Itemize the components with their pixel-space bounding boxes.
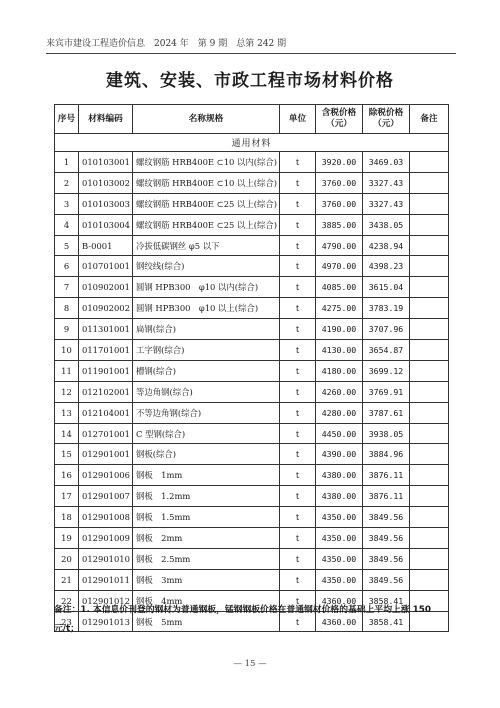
- material-code: 010103002: [79, 172, 133, 193]
- material-code: 012104001: [79, 402, 133, 423]
- col-header-remark: 备注: [410, 105, 449, 134]
- table-row: [55, 381, 449, 402]
- remark: [410, 319, 449, 340]
- col-header-code: 材料编码: [79, 105, 133, 134]
- unit: t: [280, 569, 316, 590]
- price-incl-tax: 4380.00: [316, 486, 363, 507]
- remark: [410, 277, 449, 298]
- unit: t: [280, 152, 316, 173]
- col-header-unit: 单位: [280, 105, 316, 134]
- row-number: 12: [55, 381, 79, 402]
- price-incl-tax: 4190.00: [316, 319, 363, 340]
- material-name: C 型钢(综合): [133, 423, 280, 444]
- unit: t: [280, 402, 316, 423]
- remark: [410, 569, 449, 590]
- row-number: 9: [55, 319, 79, 340]
- material-code: 012901013: [79, 611, 133, 632]
- row-number: 11: [55, 360, 79, 381]
- row-number: 5: [55, 235, 79, 256]
- price-incl-tax: 4180.00: [316, 360, 363, 381]
- row-number: 21: [55, 569, 79, 590]
- table-row: [55, 319, 449, 340]
- material-code: 011301001: [79, 319, 133, 340]
- unit: t: [280, 360, 316, 381]
- unit: t: [280, 548, 316, 569]
- unit: t: [280, 444, 316, 465]
- price-incl-tax: 4360.00: [316, 611, 363, 632]
- price-incl-tax: 3920.00: [316, 152, 363, 173]
- remark: [410, 152, 449, 173]
- material-code: 012901001: [79, 444, 133, 465]
- table-row: [55, 548, 449, 569]
- material-name: 螺纹钢筋 HRB400E ⊂10 以内(综合): [133, 152, 280, 173]
- row-number: 15: [55, 444, 79, 465]
- remark: [410, 465, 449, 486]
- row-number: 22: [55, 590, 79, 611]
- row-number: 1: [55, 152, 79, 173]
- material-name: 螺纹钢筋 HRB400E ⊂25 以上(综合): [133, 193, 280, 214]
- material-name: 圆钢 HPB300 φ10 以内(综合): [133, 277, 280, 298]
- price-incl-tax: 4350.00: [316, 528, 363, 549]
- material-name: 槽钢(综合): [133, 360, 280, 381]
- table-row: [55, 298, 449, 319]
- material-name: 钢板 4mm: [133, 590, 280, 611]
- table-header-row: [55, 105, 449, 134]
- row-number: 13: [55, 402, 79, 423]
- material-code: 011901001: [79, 360, 133, 381]
- price-incl-tax: 4380.00: [316, 465, 363, 486]
- row-number: 3: [55, 193, 79, 214]
- material-code: 010902002: [79, 298, 133, 319]
- price-excl-tax: 3938.05: [363, 423, 410, 444]
- unit: t: [280, 193, 316, 214]
- unit: t: [280, 590, 316, 611]
- table-row: [55, 360, 449, 381]
- price-excl-tax: 3849.56: [363, 528, 410, 549]
- price-excl-tax: 3858.41: [363, 590, 410, 611]
- price-incl-tax: 4275.00: [316, 298, 363, 319]
- table-row: [55, 340, 449, 361]
- remark: [410, 298, 449, 319]
- material-name: 圆钢 HPB300 φ10 以上(综合): [133, 298, 280, 319]
- table-row: [55, 214, 449, 235]
- row-number: 17: [55, 486, 79, 507]
- price-incl-tax: 4360.00: [316, 590, 363, 611]
- material-name: 钢板 3mm: [133, 569, 280, 590]
- row-number: 14: [55, 423, 79, 444]
- price-table: [54, 104, 449, 632]
- price-excl-tax: 4398.23: [363, 256, 410, 277]
- price-excl-tax: 3615.04: [363, 277, 410, 298]
- remark: [410, 172, 449, 193]
- unit: t: [280, 235, 316, 256]
- table-row: [55, 193, 449, 214]
- col-header-no: 序号: [55, 105, 79, 134]
- price-excl-tax: 3787.61: [363, 402, 410, 423]
- table-row: [55, 256, 449, 277]
- material-code: 010902001: [79, 277, 133, 298]
- table-row: [55, 486, 449, 507]
- price-excl-tax: 3769.91: [363, 381, 410, 402]
- material-code: 010103004: [79, 214, 133, 235]
- table-body: [55, 134, 449, 632]
- unit: t: [280, 172, 316, 193]
- unit: t: [280, 256, 316, 277]
- material-name: 钢板 1mm: [133, 465, 280, 486]
- material-name: 钢板 2mm: [133, 528, 280, 549]
- price-excl-tax: 3707.96: [363, 319, 410, 340]
- price-excl-tax: 3469.03: [363, 152, 410, 173]
- remark: [410, 423, 449, 444]
- price-excl-tax: 3327.43: [363, 172, 410, 193]
- price-excl-tax: 3327.43: [363, 193, 410, 214]
- price-incl-tax: 3760.00: [316, 172, 363, 193]
- table-row: [55, 423, 449, 444]
- table-row: [55, 569, 449, 590]
- price-excl-tax: 3849.56: [363, 569, 410, 590]
- row-number: 2: [55, 172, 79, 193]
- unit: t: [280, 486, 316, 507]
- page-number: — 15 —: [233, 659, 267, 669]
- material-name: 螺纹钢筋 HRB400E ⊂10 以上(综合): [133, 172, 280, 193]
- material-code: 012901009: [79, 528, 133, 549]
- remark: [410, 548, 449, 569]
- table-row: [55, 152, 449, 173]
- material-name: 扁钢(综合): [133, 319, 280, 340]
- table-row: [55, 402, 449, 423]
- material-name: 螺纹钢筋 HRB400E ⊂25 以上(综合): [133, 214, 280, 235]
- remark: [410, 486, 449, 507]
- unit: t: [280, 214, 316, 235]
- price-incl-tax: 4970.00: [316, 256, 363, 277]
- row-number: 16: [55, 465, 79, 486]
- unit: t: [280, 319, 316, 340]
- col-header-notax-price: 除税价格 （元）: [363, 105, 410, 134]
- remark: [410, 214, 449, 235]
- col-header-tax-price: 含税价格 （元）: [316, 105, 363, 134]
- price-incl-tax: 4450.00: [316, 423, 363, 444]
- price-excl-tax: 3876.11: [363, 486, 410, 507]
- remark: [410, 402, 449, 423]
- remark: [410, 256, 449, 277]
- price-excl-tax: 3858.41: [363, 611, 410, 632]
- remark: [410, 381, 449, 402]
- material-name: 等边角钢(综合): [133, 381, 280, 402]
- section-label: 通用材料: [55, 134, 449, 152]
- remark: [410, 444, 449, 465]
- remark: [410, 340, 449, 361]
- row-number: 6: [55, 256, 79, 277]
- unit: t: [280, 507, 316, 528]
- price-incl-tax: 3885.00: [316, 214, 363, 235]
- table-row: [55, 277, 449, 298]
- material-name: 钢板 2.5mm: [133, 548, 280, 569]
- material-code: 010103001: [79, 152, 133, 173]
- remark: [410, 235, 449, 256]
- unit: t: [280, 277, 316, 298]
- table-row: [55, 172, 449, 193]
- price-excl-tax: 3438.05: [363, 214, 410, 235]
- remark: [410, 528, 449, 549]
- price-excl-tax: 3849.56: [363, 507, 410, 528]
- table-row: [55, 507, 449, 528]
- table-row: [55, 235, 449, 256]
- price-excl-tax: 3884.96: [363, 444, 410, 465]
- unit: t: [280, 340, 316, 361]
- price-excl-tax: 3849.56: [363, 548, 410, 569]
- price-incl-tax: 4350.00: [316, 548, 363, 569]
- col-header-name: 名称规格: [133, 105, 280, 134]
- material-code: 012901006: [79, 465, 133, 486]
- row-number: 19: [55, 528, 79, 549]
- material-code: 012901010: [79, 548, 133, 569]
- material-code: 012102001: [79, 381, 133, 402]
- material-code: 012901011: [79, 569, 133, 590]
- remark: [410, 193, 449, 214]
- row-number: 4: [55, 214, 79, 235]
- price-incl-tax: 4350.00: [316, 569, 363, 590]
- price-incl-tax: 4790.00: [316, 235, 363, 256]
- remark: [410, 360, 449, 381]
- unit: t: [280, 381, 316, 402]
- price-incl-tax: 4085.00: [316, 277, 363, 298]
- row-number: 8: [55, 298, 79, 319]
- material-code: 010701001: [79, 256, 133, 277]
- material-name: 不等边角钢(综合): [133, 402, 280, 423]
- table-row: [55, 444, 449, 465]
- material-code: 012901012: [79, 590, 133, 611]
- material-code: B-0001: [79, 235, 133, 256]
- page-title: 建筑、安装、市政工程市场材料价格: [106, 71, 394, 91]
- price-excl-tax: 4238.94: [363, 235, 410, 256]
- row-number: 23: [55, 611, 79, 632]
- price-incl-tax: 4130.00: [316, 340, 363, 361]
- unit: t: [280, 528, 316, 549]
- page-header: 来宾市建设工程造价信息 2024 年 第 9 期 总第 242 期: [46, 36, 456, 54]
- price-incl-tax: 4260.00: [316, 381, 363, 402]
- footnote: 备注：1. 本信息价刊登的钢材为普通钢板，锰钢钢板价格在普通钢材价格的基础上平均上涨 150 元/t；: [54, 605, 432, 634]
- material-code: 012901008: [79, 507, 133, 528]
- unit: t: [280, 298, 316, 319]
- unit: t: [280, 465, 316, 486]
- price-excl-tax: 3699.12: [363, 360, 410, 381]
- price-excl-tax: 3783.19: [363, 298, 410, 319]
- price-incl-tax: 4280.00: [316, 402, 363, 423]
- price-incl-tax: 4390.00: [316, 444, 363, 465]
- material-name: 钢板 1.2mm: [133, 486, 280, 507]
- material-name: 冷拔低碳钢丝 φ5 以下: [133, 235, 280, 256]
- row-number: 10: [55, 340, 79, 361]
- material-name: 钢板 5mm: [133, 611, 280, 632]
- material-name: 钢绞线(综合): [133, 256, 280, 277]
- section-row: [55, 134, 449, 152]
- price-incl-tax: 3760.00: [316, 193, 363, 214]
- material-code: 011701001: [79, 340, 133, 361]
- material-name: 钢板 1.5mm: [133, 507, 280, 528]
- price-incl-tax: 4350.00: [316, 507, 363, 528]
- row-number: 7: [55, 277, 79, 298]
- material-code: 012901007: [79, 486, 133, 507]
- material-code: 010103003: [79, 193, 133, 214]
- material-name: 工字钢(综合): [133, 340, 280, 361]
- price-excl-tax: 3654.87: [363, 340, 410, 361]
- material-name: 钢板(综合): [133, 444, 280, 465]
- row-number: 18: [55, 507, 79, 528]
- table-row: [55, 528, 449, 549]
- remark: [410, 507, 449, 528]
- material-code: 012701001: [79, 423, 133, 444]
- row-number: 20: [55, 548, 79, 569]
- unit: t: [280, 423, 316, 444]
- price-excl-tax: 3876.11: [363, 465, 410, 486]
- unit: t: [280, 611, 316, 632]
- table-row: [55, 465, 449, 486]
